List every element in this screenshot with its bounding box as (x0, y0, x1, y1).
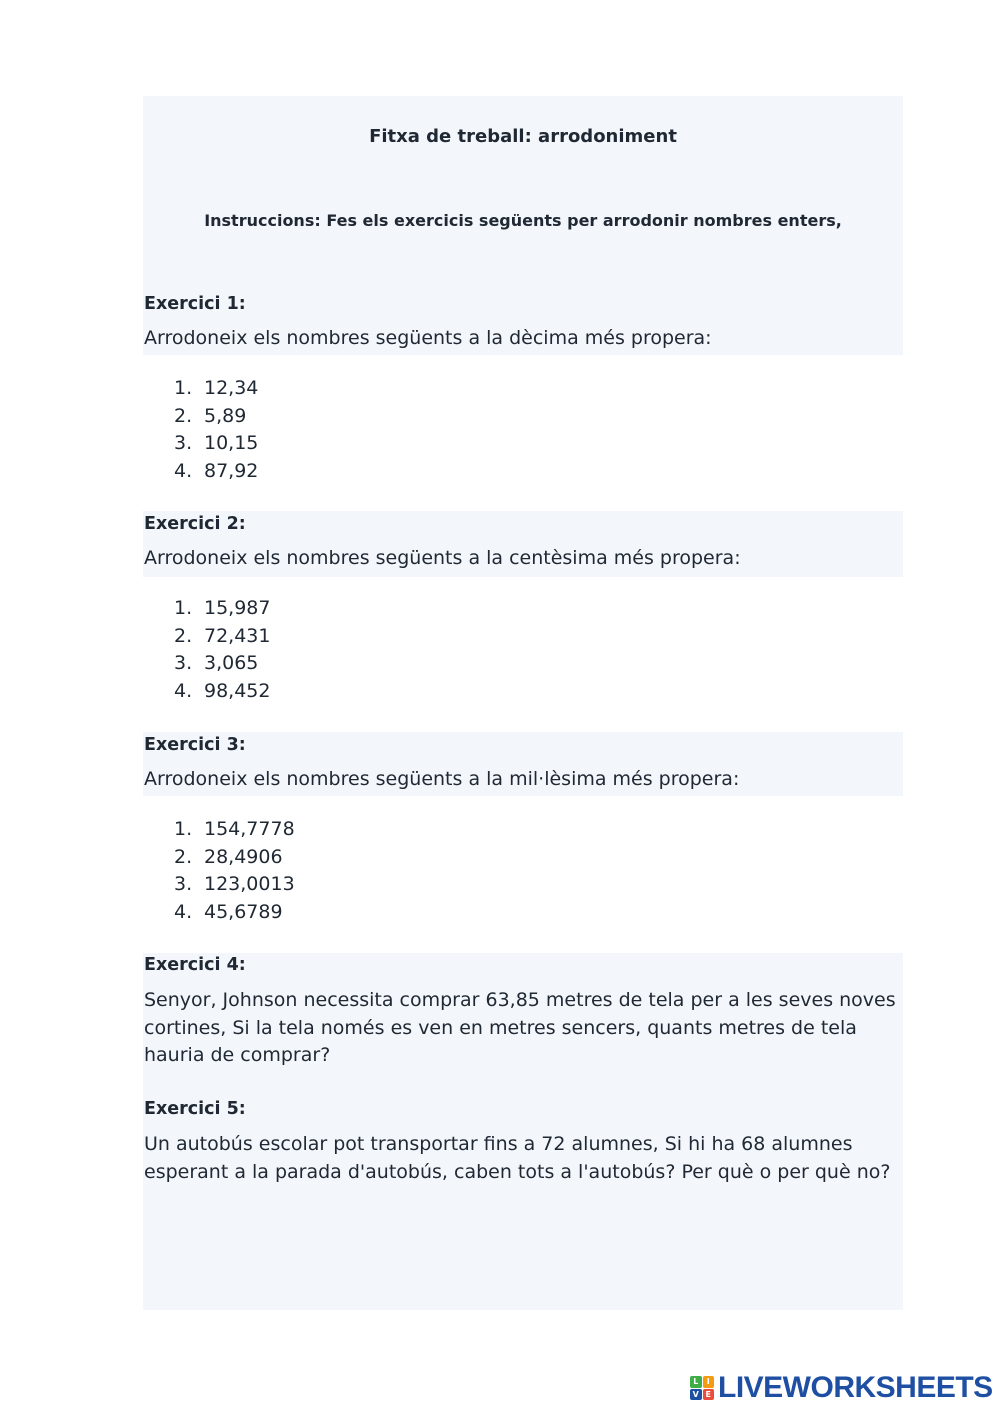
exercise-5-heading: Exercici 5: (144, 1099, 246, 1119)
list-item: 4. 98,452 (174, 679, 271, 702)
list-item: 2. 28,4906 (174, 845, 283, 868)
instructions: Instruccions: Fes els exercicis següents per arrodonir nombres enters, (204, 211, 842, 230)
exercise-2-prompt: Arrodoneix els nombres següents a la centèsima més propera: (144, 547, 741, 569)
exercise-1-heading: Exercici 1: (144, 294, 246, 314)
exercise-5-text: Un autobús escolar pot transportar fins a 72 alumnes, Si hi ha 68 alumnes esperant a la parada d'autobús, caben tots a l'autobús? Per què o per què no? (144, 1133, 891, 1183)
list-item: 3. 10,15 (174, 432, 259, 454)
list-item: 1. 12,34 (174, 377, 259, 399)
liveworksheets-logo-icon: L I V E (690, 1376, 714, 1400)
list-item: 4. 87,92 (174, 459, 259, 482)
liveworksheets-logo (690, 1371, 993, 1405)
liveworksheets-logo-text: LIVEWORKSHEETS (718, 1371, 993, 1404)
exercise-1-prompt: Arrodoneix els nombres següents a la dècima més propera: (144, 327, 712, 349)
list-item: 1. 154,7778 (174, 818, 295, 840)
exercise-3-heading: Exercici 3: (144, 735, 246, 755)
exercise-3-list (174, 816, 295, 926)
exercise-1-list (174, 375, 258, 485)
list-item: 3. 123,0013 (174, 873, 295, 895)
list-item: 3. 3,065 (174, 652, 259, 674)
list-item: 2. 5,89 (174, 404, 247, 427)
exercise-3-prompt: Arrodoneix els nombres següents a la mil·lèsima més propera: (144, 768, 740, 790)
exercise-2-list (174, 595, 270, 705)
exercise-4-text: Senyor, Johnson necessita comprar 63,85 metres de tela per a les seves noves cortines, Si la tela només es ven en metres sencers, quants metres de tela hauria de comprar? (144, 989, 896, 1066)
list-item: 2. 72,431 (174, 624, 271, 647)
page-title: Fitxa de treball: arrodoniment (369, 126, 677, 147)
list-item: 1. 15,987 (174, 597, 271, 619)
list-item: 4. 45,6789 (174, 900, 283, 923)
exercise-2-heading: Exercici 2: (144, 514, 246, 534)
exercise-4-heading: Exercici 4: (144, 955, 246, 975)
